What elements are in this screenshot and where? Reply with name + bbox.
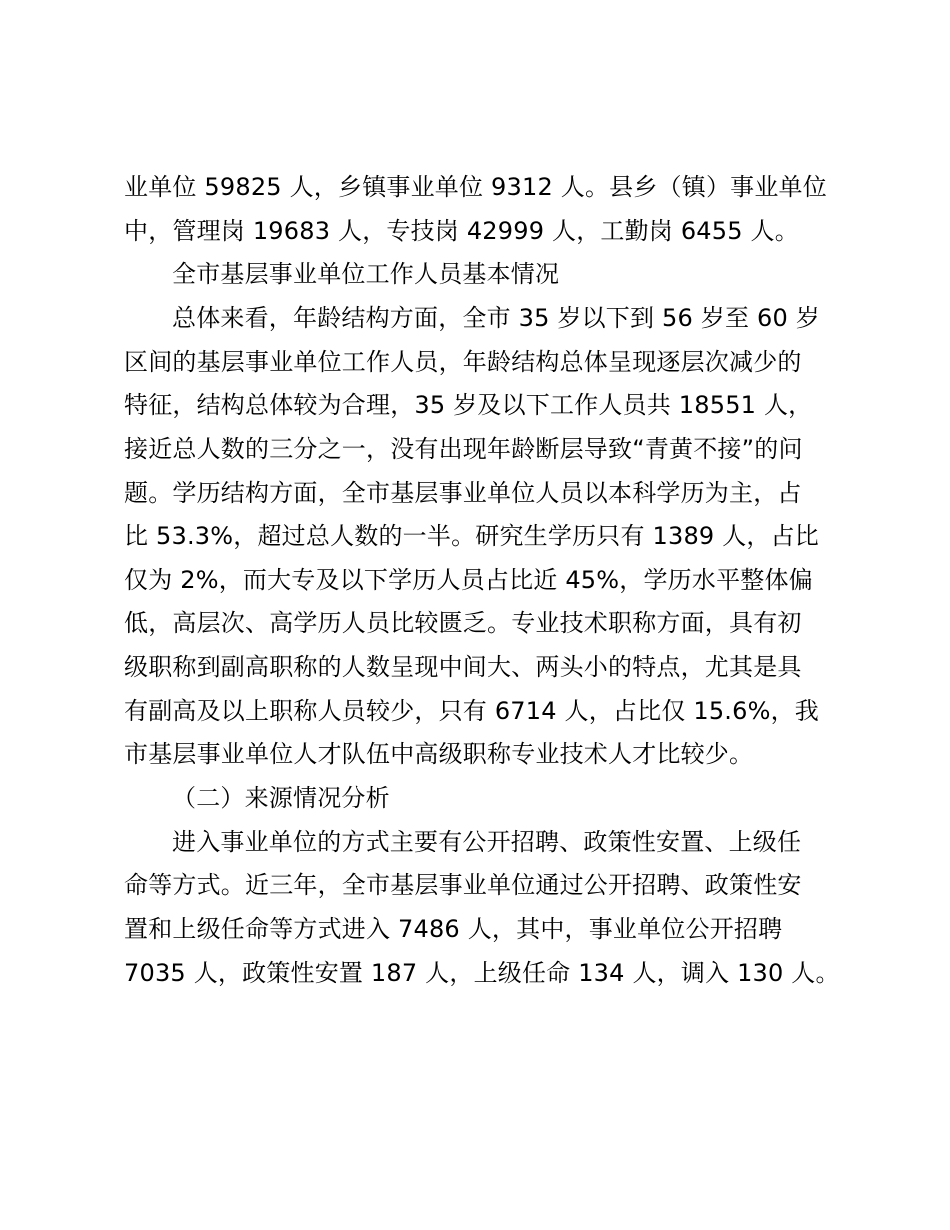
section-heading: 全市基层事业单位工作人员基本情况 xyxy=(172,260,560,288)
paragraph-line: 题。学历结构方面，全市基层事业单位人员以本科学历为主，占 xyxy=(124,479,802,507)
paragraph-line: 命等方式。近三年，全市基层事业单位通过公开招聘、政策性安 xyxy=(124,871,802,899)
paragraph-line: 低，高层次、高学历人员比较匮乏。专业技术职称方面，具有初 xyxy=(124,609,802,637)
paragraph-line: 中，管理岗 19683 人，专技岗 42999 人，工勤岗 6455 人。 xyxy=(124,217,799,245)
paragraph-line: 置和上级任命等方式进入 7486 人，其中，事业单位公开招聘 xyxy=(124,915,783,943)
paragraph-line: 市基层事业单位人才队伍中高级职称专业技术人才比较少。 xyxy=(124,740,754,768)
paragraph-line: 有副高及以上职称人员较少，只有 6714 人，占比仅 15.6%，我 xyxy=(124,697,820,725)
paragraph-line: 比 53.3%，超过总人数的一半。研究生学历只有 1389 人，占比 xyxy=(124,522,820,550)
paragraph-line: 级职称到副高职称的人数呈现中间大、两头小的特点，尤其是具 xyxy=(124,653,802,681)
paragraph-line: 进入事业单位的方式主要有公开招聘、政策性安置、上级任 xyxy=(172,828,802,856)
paragraph-line: 区间的基层事业单位工作人员，年龄结构总体呈现逐层次减少的 xyxy=(124,348,802,376)
paragraph-line: 总体来看，年龄结构方面，全市 35 岁以下到 56 岁至 60 岁 xyxy=(172,304,820,332)
paragraph-line: 接近总人数的三分之一，没有出现年龄断层导致“青黄不接”的问 xyxy=(124,435,803,463)
section-heading: （二）来源情况分析 xyxy=(172,784,390,812)
paragraph-line: 7035 人，政策性安置 187 人，上级任命 134 人，调入 130 人。 xyxy=(124,959,840,987)
paragraph-line: 仅为 2%，而大专及以下学历人员占比近 45%，学历水平整体偏 xyxy=(124,566,813,594)
paragraph-line: 特征，结构总体较为合理，35 岁及以下工作人员共 18551 人， xyxy=(124,391,813,419)
paragraph-line: 业单位 59825 人，乡镇事业单位 9312 人。县乡（镇）事业单位 xyxy=(124,173,827,201)
